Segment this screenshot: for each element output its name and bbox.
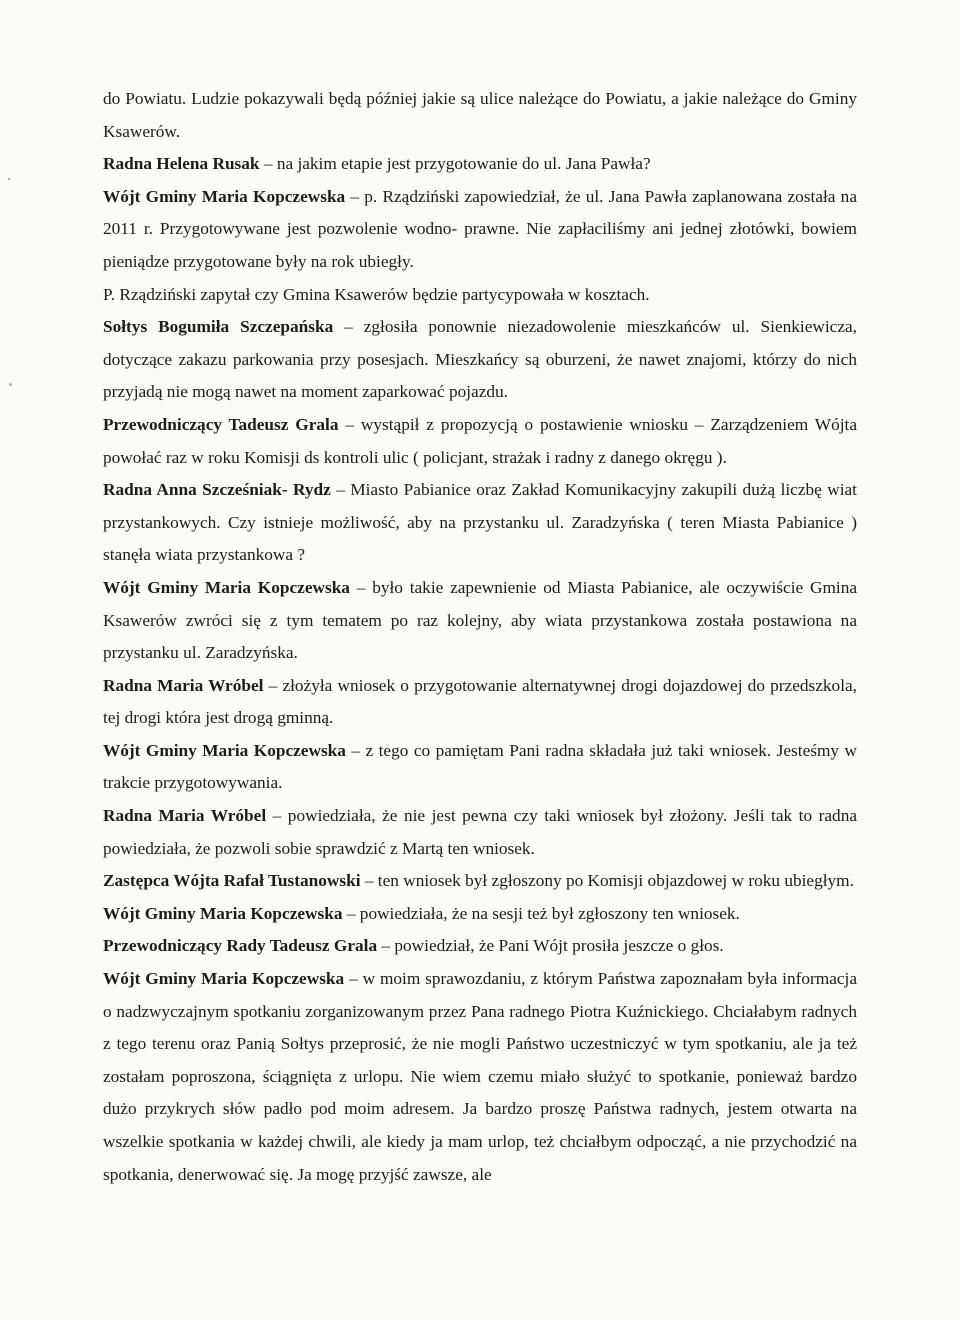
document-body [103, 83, 857, 1191]
paragraph-text: – było takie zapewnienie od Miasta Pabianice, ale oczywiście Gmina Ksawerów zwróci się z tym tematem po raz kolejny, aby wiata przystankowa została postawiona na przystanku ul. Zaradzyńska. [103, 577, 858, 663]
paragraph [103, 670, 857, 735]
paragraph [103, 474, 857, 572]
paragraph [103, 898, 857, 931]
paragraph [103, 572, 857, 670]
speaker-name: Wójt Gminy Maria Kopczewska [103, 577, 350, 597]
speaker-name: Wójt Gminy Maria Kopczewska [103, 740, 346, 760]
speaker-name: Zastępca Wójta Rafał Tustanowski [103, 871, 361, 891]
paragraph [103, 865, 857, 898]
paragraph-text: – w moim sprawozdaniu, z którym Państwa zapoznałam była informacja o nadzwyczajnym spotkaniu zorganizowanym przez Pana radnego Piotra Kuźnickiego. Chciałabym radnych z tego terenu oraz Panią Sołtys przeprosić, że nie mogli Państwo uczestniczyć w tym spotkaniu, ale ja też zostałam poproszona, ściągnięta z urlopu. Nie wiem czemu miało służyć to spotkanie, ponieważ bardzo dużo przykrych słów padło pod moim adresem. Ja bardzo proszę Państwa radnych, jestem otwarta na wszelkie spotkania w każdej chwili, ale kiedy ja mam urlop, też chciałbym odpocząć, a nie przychodzić na spotkania, denerwować się. Ja mogę przyjść zawsze, ale [103, 969, 858, 1184]
speaker-name: Wójt Gminy Maria Kopczewska [103, 186, 346, 206]
paragraph-text: – Miasto Pabianice oraz Zakład Komunikacyjny zakupili dużą liczbę wiat przystankowych. Czy istnieje możliwość, aby na przystanku ul. Zaradzyńska ( teren Miasta Pabianice ) stanęła wiata przystankowa ? [103, 480, 857, 565]
paragraph-text: – powiedziała, że nie jest pewna czy taki wniosek był złożony. Jeśli tak to radna powiedziała, że pozwoli sobie sprawdzić z Martą ten wniosek. [103, 806, 857, 858]
paragraph-text: – powiedziała, że na sesji też był zgłoszony ten wniosek. [342, 903, 740, 923]
paragraph [103, 930, 857, 963]
paragraph [103, 311, 857, 409]
paragraph [103, 279, 857, 312]
speaker-name: Radna Anna Szcześniak- Rydz [103, 480, 331, 500]
paragraph-text: – złożyła wniosek o przygotowanie alternatywnej drogi dojazdowej do przedszkola, tej drogi która jest drogą gminną. [103, 675, 857, 728]
paragraph-text: – powiedział, że Pani Wójt prosiła jeszcze o głos. [377, 936, 724, 956]
paragraph-text: – zgłosiła ponownie niezadowolenie mieszkańców ul. Sienkiewicza, dotyczące zakazu parkowania przy posesjach. Mieszkańcy są oburzeni, że nawet znajomi, którzy do nich przyjadą nie mogą nawet na moment zaparkować pojazdu. [103, 317, 857, 402]
speaker-name: Wójt Gminy Maria Kopczewska [103, 969, 345, 989]
paragraph-text: – wystąpił z propozycją o postawienie wniosku – Zarządzeniem Wójta powołać raz w roku Komisji ds kontroli ulic ( policjant, strażak i radny z danego okręgu ). [103, 414, 857, 467]
paragraph [103, 181, 857, 279]
speaker-name: Sołtys Bogumiła Szczepańska [103, 317, 334, 337]
paragraph [103, 148, 857, 181]
paragraph-text: – ten wniosek był zgłoszony po Komisji objazdowej w roku ubiegłym. [360, 871, 854, 891]
paragraph-text: – na jakim etapie jest przygotowanie do ul. Jana Pawła? [259, 154, 651, 174]
speaker-name: Przewodniczący Rady Tadeusz Grala [103, 936, 378, 956]
paragraph [103, 83, 857, 148]
scan-speck [8, 178, 10, 180]
paragraph [103, 963, 857, 1191]
speaker-name: Radna Maria Wróbel [103, 806, 267, 826]
speaker-name: Radna Maria Wróbel [103, 675, 264, 695]
speaker-name: Radna Helena Rusak [103, 154, 260, 174]
speaker-name: Przewodniczący Tadeusz Grala [103, 414, 339, 434]
paragraph [103, 735, 857, 800]
paragraph [103, 409, 857, 474]
paragraph-text: do Powiatu. Ludzie pokazywali będą później jakie są ulice należące do Powiatu, a jakie należące do Gminy Ksawerów. [103, 89, 857, 141]
paragraph [103, 800, 857, 865]
scan-speck [9, 383, 12, 386]
paragraph-text: – p. Rządziński zapowiedział, że ul. Jana Pawła zaplanowana została na 2011 r. Przygotowywane jest pozwolenie wodno- prawne. Nie zapłaciliśmy ani jednej złotówki, bowiem pieniądze przygotowane były na rok ubiegły. [103, 186, 857, 271]
paragraph-text: P. Rządziński zapytał czy Gmina Ksawerów będzie partycypowała w kosztach. [103, 284, 650, 304]
speaker-name: Wójt Gminy Maria Kopczewska [103, 903, 343, 923]
paragraph-text: – z tego co pamiętam Pani radna składała już taki wniosek. Jesteśmy w trakcie przygotowywania. [103, 740, 857, 793]
